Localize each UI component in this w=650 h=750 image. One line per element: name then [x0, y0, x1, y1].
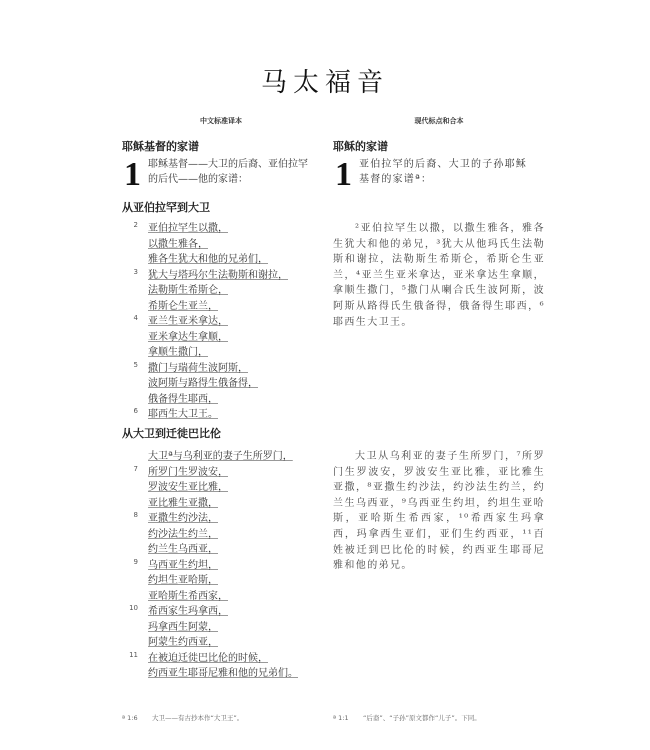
- verse-line: 9 乌西亚生约坦，: [133, 557, 218, 571]
- right-footnote-ref: ª 1:1: [333, 714, 349, 722]
- right-chapter-intro: [359, 157, 527, 187]
- verse-line: 亚比雅生亚撒，: [148, 497, 218, 509]
- verse-line: 拿顺生撒门，: [148, 347, 208, 358]
- left-footnote-ref: ª 1:6: [122, 714, 138, 722]
- verse-line: 法勒斯生希斯仑，: [148, 285, 228, 296]
- verse-line: 4 亚兰生亚米拿达，: [133, 314, 228, 327]
- right-chapter-line-2: 基督的家谱ª：: [359, 174, 433, 185]
- verse-line: 约沙法生约兰，: [148, 528, 218, 540]
- left-chapter-line-1: 耶稣基督——大卫的后裔、亚伯拉罕: [148, 159, 308, 170]
- verse-line: 雅各生犹大和他的兄弟们，: [148, 254, 268, 265]
- verse-line: 约坦生亚哈斯，: [148, 575, 218, 586]
- left-chapter-intro: [148, 157, 308, 187]
- verse-line: 10 希西家生玛拿西，: [129, 604, 228, 617]
- verse-line: 以撒生雅各，: [148, 238, 208, 250]
- verse-line: 2 亚伯拉罕生以撒，: [133, 221, 228, 234]
- book-title: 马太福音: [260, 68, 389, 98]
- verse-line: 5 撒门与瑞荷生波阿斯，: [133, 360, 248, 374]
- verse-line: 亚哈斯生希西家，: [148, 590, 228, 602]
- right-footnote: [333, 713, 481, 722]
- verse-line: 亚米拿达生拿顺，: [148, 331, 228, 343]
- verse-line: 3 犹大与塔玛尔生法勒斯和谢拉，: [133, 267, 288, 281]
- verse-line: 11 在被迫迁徙巴比伦的时候，: [129, 650, 268, 664]
- right-version-label: 现代标点和合本: [414, 117, 464, 125]
- verse-line: 6 耶西生大卫王。: [133, 407, 218, 420]
- verse-line: 8 亚撒生约沙法，: [133, 511, 218, 524]
- verse-line: 7 所罗门生罗波安，: [133, 464, 228, 478]
- right-section-heading-genealogy: 耶稣的家谱: [333, 140, 388, 153]
- left-footnote-text: 大卫——有古抄本作“大卫王”。: [152, 714, 244, 722]
- right-paragraph-abraham-david: ²亚伯拉罕生以撒，以撒生雅各，雅各生犹大和他的弟兄，³犹大从他玛氏生法勒斯和谢拉，法勒斯生希斯仑，希斯仑生亚兰，⁴亚兰生亚米拿达，亚米拿达生拿顺，拿顺生撒门，⁵撒门从喇合氏生波阿斯，波阿斯从路得氏生俄备得，俄备得生耶西，⁶耶西生大卫王。: [333, 223, 545, 328]
- verse-line: 阿蒙生约西亚，: [148, 637, 218, 648]
- right-footnote-text: “后裔”、“子孙”原文都作“儿子”。下同。: [363, 714, 481, 722]
- left-genealogy-verses-a: [122, 221, 288, 423]
- right-paragraph-david-babylon: 大卫从乌利亚的妻子生所罗门，⁷所罗门生罗波安，罗波安生亚比雅，亚比雅生亚撒，⁸亚撒生约沙法，约沙法生约兰，约兰生乌西亚，⁹乌西亚生约坦，约坦生亚哈斯，亚哈斯生希西家，¹⁰希西家生玛拿西，玛拿西生亚们，亚们生约西亚，¹¹百姓被迁到巴比伦的时候，约西亚生耶哥尼雅和他的弟兄。: [333, 451, 545, 572]
- verse-line: 罗波安生亚比雅，: [148, 482, 228, 493]
- left-genealogy-verses-b: [122, 449, 298, 682]
- verse-line: 约西亚生耶哥尼雅和他的兄弟们。: [148, 668, 298, 679]
- verse-line: 大卫ª与乌利亚的妻子生所罗门，: [148, 451, 293, 462]
- left-chapter-line-2: 的后代——他的家谱：: [148, 174, 248, 185]
- left-section-heading-david-babylon: 从大卫到迁徙巴比伦: [122, 427, 221, 440]
- left-section-heading-genealogy: 耶稣基督的家谱: [122, 140, 199, 153]
- verse-line: 玛拿西生阿蒙，: [148, 621, 218, 633]
- left-chapter-number: 1: [124, 156, 141, 193]
- right-chapter-line-1: 亚伯拉罕的后裔、大卫的子孙耶稣: [359, 159, 527, 170]
- verse-line: 俄备得生耶西，: [148, 393, 218, 405]
- verse-line: 希斯仑生亚兰，: [148, 300, 218, 312]
- left-section-heading-abraham-david: 从亚伯拉罕到大卫: [122, 201, 210, 214]
- left-footnote: [122, 713, 243, 722]
- right-chapter-number: 1: [335, 156, 352, 193]
- verse-line: 约兰生乌西亚，: [148, 544, 218, 555]
- verse-line: 波阿斯与路得生俄备得，: [148, 378, 258, 389]
- left-version-label: 中文标准译本: [200, 117, 242, 125]
